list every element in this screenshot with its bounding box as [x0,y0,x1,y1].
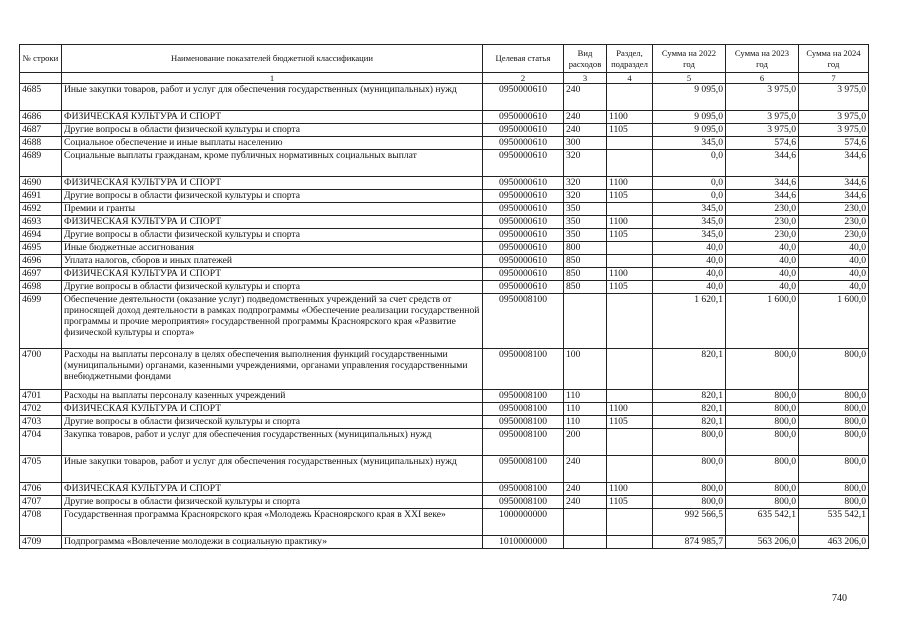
expense-type-cell: 110 [564,416,607,429]
column-number: 4 [607,73,653,84]
indicator-name-cell: Другие вопросы в области физической культуры и спорта [62,281,483,294]
sum-2022-cell: 9 095,0 [653,124,726,137]
row-number-cell: 4689 [20,150,62,177]
table-row [20,403,869,416]
section-cell [607,137,653,150]
row-number-cell: 4706 [20,483,62,496]
sum-2024-cell: 40,0 [799,281,869,294]
sum-2023-cell: 230,0 [726,216,799,229]
expense-type-cell [564,509,607,536]
sum-2022-cell: 40,0 [653,242,726,255]
table-row [20,390,869,403]
sum-2024-cell: 800,0 [799,349,869,390]
sum-2022-cell: 800,0 [653,456,726,483]
table-row [20,255,869,268]
expense-type-cell: 240 [564,111,607,124]
section-cell [607,349,653,390]
row-number-cell: 4709 [20,536,62,549]
sum-2022-cell: 820,1 [653,416,726,429]
target-article-cell: 0950008100 [483,429,564,456]
sum-2022-cell: 0,0 [653,150,726,177]
indicator-name-cell: ФИЗИЧЕСКАЯ КУЛЬТУРА И СПОРТ [62,483,483,496]
indicator-name-cell: Обеспечение деятельности (оказание услуг) подведомственных учреждений за счет средств от приносящей доход деятельности в рамках подпрограммы «Обеспечение реализации государственной программы и прочие мероприятия» государственной программы Красноярского края «Развитие физической культуры и спорта» [62,294,483,349]
expense-type-cell: 850 [564,255,607,268]
expense-type-cell: 240 [564,483,607,496]
table-header-row [20,45,869,73]
sum-2023-cell: 800,0 [726,416,799,429]
row-number-cell: 4696 [20,255,62,268]
indicator-name-cell: Другие вопросы в области физической культуры и спорта [62,229,483,242]
header-name: Наименование показателей бюджетной классификации [62,45,483,73]
target-article-cell: 0950000610 [483,229,564,242]
sum-2023-cell: 800,0 [726,483,799,496]
sum-2024-cell: 800,0 [799,496,869,509]
sum-2024-cell: 535 542,1 [799,509,869,536]
sum-2023-cell: 800,0 [726,456,799,483]
indicator-name-cell: Другие вопросы в области физической культуры и спорта [62,496,483,509]
section-cell: 1100 [607,216,653,229]
indicator-name-cell: ФИЗИЧЕСКАЯ КУЛЬТУРА И СПОРТ [62,216,483,229]
sum-2024-cell: 40,0 [799,268,869,281]
sum-2024-cell: 800,0 [799,403,869,416]
section-cell: 1100 [607,111,653,124]
sum-2024-cell: 800,0 [799,416,869,429]
table-body [20,84,869,549]
sum-2023-cell: 230,0 [726,229,799,242]
header-sum-2022: Сумма на 2022 год [653,45,726,73]
page-number: 740 [832,593,847,604]
indicator-name-cell: Премии и гранты [62,203,483,216]
sum-2022-cell: 40,0 [653,255,726,268]
indicator-name-cell: Социальное обеспечение и иные выплаты населению [62,137,483,150]
target-article-cell: 0950000610 [483,216,564,229]
target-article-cell: 0950008100 [483,456,564,483]
sum-2024-cell: 800,0 [799,483,869,496]
row-number-cell: 4686 [20,111,62,124]
column-number: 7 [799,73,869,84]
table-row [20,203,869,216]
expense-type-cell: 110 [564,390,607,403]
table-row [20,84,869,111]
section-cell [607,150,653,177]
row-number-cell: 4697 [20,268,62,281]
table-row [20,242,869,255]
target-article-cell: 0950000610 [483,255,564,268]
indicator-name-cell: Уплата налогов, сборов и иных платежей [62,255,483,268]
table-row [20,496,869,509]
sum-2022-cell: 800,0 [653,429,726,456]
indicator-name-cell: ФИЗИЧЕСКАЯ КУЛЬТУРА И СПОРТ [62,111,483,124]
sum-2022-cell: 345,0 [653,216,726,229]
section-cell: 1105 [607,229,653,242]
target-article-cell: 1010000000 [483,536,564,549]
row-number-cell: 4701 [20,390,62,403]
sum-2022-cell: 345,0 [653,137,726,150]
indicator-name-cell: Закупка товаров, работ и услуг для обеспечения государственных (муниципальных) нужд [62,429,483,456]
row-number-cell: 4691 [20,190,62,203]
sum-2022-cell: 0,0 [653,190,726,203]
sum-2023-cell: 800,0 [726,390,799,403]
column-number: 2 [483,73,564,84]
header-row-no: № строки [20,45,62,73]
column-number: 5 [653,73,726,84]
sum-2022-cell: 345,0 [653,203,726,216]
table-row [20,216,869,229]
header-sum-2024: Сумма на 2024 год [799,45,869,73]
sum-2023-cell: 3 975,0 [726,84,799,111]
sum-2023-cell: 635 542,1 [726,509,799,536]
row-number-cell: 4687 [20,124,62,137]
indicator-name-cell: Социальные выплаты гражданам, кроме публичных нормативных социальных выплат [62,150,483,177]
expense-type-cell: 240 [564,496,607,509]
sum-2023-cell: 40,0 [726,242,799,255]
table-row [20,536,869,549]
target-article-cell: 0950000610 [483,124,564,137]
sum-2022-cell: 800,0 [653,496,726,509]
sum-2022-cell: 0,0 [653,177,726,190]
table-row [20,349,869,390]
expense-type-cell: 800 [564,242,607,255]
table-row [20,281,869,294]
expense-type-cell [564,536,607,549]
sum-2024-cell: 344,6 [799,177,869,190]
sum-2024-cell: 800,0 [799,390,869,403]
table-row [20,429,869,456]
expense-type-cell: 100 [564,349,607,390]
sum-2024-cell: 230,0 [799,216,869,229]
section-cell: 1105 [607,416,653,429]
table-row [20,294,869,349]
sum-2022-cell: 345,0 [653,229,726,242]
table-row [20,190,869,203]
expense-type-cell: 850 [564,281,607,294]
column-number: 6 [726,73,799,84]
row-number-cell: 4688 [20,137,62,150]
sum-2024-cell: 230,0 [799,203,869,216]
header-sum-2023: Сумма на 2023 год [726,45,799,73]
indicator-name-cell: Государственная программа Красноярского края «Молодежь Красноярского края в XXI веке» [62,509,483,536]
sum-2022-cell: 992 566,5 [653,509,726,536]
indicator-name-cell: Иные закупки товаров, работ и услуг для обеспечения государственных (муниципальных) нужд [62,84,483,111]
sum-2023-cell: 344,6 [726,190,799,203]
target-article-cell: 0950008100 [483,416,564,429]
sum-2024-cell: 344,6 [799,150,869,177]
row-number-cell: 4685 [20,84,62,111]
target-article-cell: 0950000610 [483,242,564,255]
column-number: 3 [564,73,607,84]
target-article-cell: 0950000610 [483,177,564,190]
target-article-cell: 0950000610 [483,111,564,124]
sum-2024-cell: 3 975,0 [799,111,869,124]
indicator-name-cell: Подпрограмма «Вовлечение молодежи в социальную практику» [62,536,483,549]
sum-2023-cell: 3 975,0 [726,124,799,137]
row-number-cell: 4698 [20,281,62,294]
sum-2024-cell: 800,0 [799,429,869,456]
sum-2022-cell: 820,1 [653,403,726,416]
sum-2024-cell: 40,0 [799,255,869,268]
section-cell: 1105 [607,124,653,137]
header-code: Целевая статья [483,45,564,73]
section-cell [607,255,653,268]
indicator-name-cell: ФИЗИЧЕСКАЯ КУЛЬТУРА И СПОРТ [62,268,483,281]
row-number-cell: 4700 [20,349,62,390]
expense-type-cell: 850 [564,268,607,281]
target-article-cell: 0950000610 [483,150,564,177]
budget-table [19,44,869,549]
sum-2023-cell: 344,6 [726,150,799,177]
expense-type-cell: 320 [564,190,607,203]
expense-type-cell: 240 [564,124,607,137]
sum-2023-cell: 40,0 [726,255,799,268]
sum-2023-cell: 3 975,0 [726,111,799,124]
row-number-cell: 4707 [20,496,62,509]
sum-2023-cell: 40,0 [726,268,799,281]
column-number-row [20,73,869,84]
section-cell [607,242,653,255]
indicator-name-cell: Другие вопросы в области физической культуры и спорта [62,416,483,429]
indicator-name-cell: ФИЗИЧЕСКАЯ КУЛЬТУРА И СПОРТ [62,177,483,190]
sum-2023-cell: 230,0 [726,203,799,216]
expense-type-cell: 350 [564,216,607,229]
expense-type-cell: 240 [564,84,607,111]
section-cell [607,203,653,216]
table-row [20,483,869,496]
row-number-cell: 4699 [20,294,62,349]
sum-2024-cell: 230,0 [799,229,869,242]
table-row [20,111,869,124]
sum-2023-cell: 800,0 [726,403,799,416]
target-article-cell: 0950008100 [483,349,564,390]
sum-2023-cell: 1 600,0 [726,294,799,349]
expense-type-cell: 320 [564,150,607,177]
target-article-cell: 0950000610 [483,137,564,150]
section-cell [607,429,653,456]
table-row [20,509,869,536]
indicator-name-cell: Расходы на выплаты персоналу казенных учреждений [62,390,483,403]
section-cell [607,390,653,403]
target-article-cell: 0950008100 [483,403,564,416]
target-article-cell: 0950008100 [483,390,564,403]
expense-type-cell [564,294,607,349]
section-cell [607,456,653,483]
sum-2022-cell: 1 620,1 [653,294,726,349]
indicator-name-cell: ФИЗИЧЕСКАЯ КУЛЬТУРА И СПОРТ [62,403,483,416]
sum-2022-cell: 40,0 [653,268,726,281]
section-cell: 1100 [607,403,653,416]
header-razdel: Раздел, подраздел [607,45,653,73]
section-cell: 1100 [607,483,653,496]
sum-2022-cell: 9 095,0 [653,111,726,124]
expense-type-cell: 110 [564,403,607,416]
row-number-cell: 4694 [20,229,62,242]
sum-2024-cell: 800,0 [799,456,869,483]
table-row [20,268,869,281]
table-row [20,416,869,429]
row-number-cell: 4708 [20,509,62,536]
sum-2024-cell: 463 206,0 [799,536,869,549]
target-article-cell: 0950008100 [483,483,564,496]
row-number-cell: 4704 [20,429,62,456]
header-vid: Вид расходов [564,45,607,73]
sum-2022-cell: 800,0 [653,483,726,496]
expense-type-cell: 200 [564,429,607,456]
section-cell [607,84,653,111]
row-number-cell: 4690 [20,177,62,190]
target-article-cell: 0950008100 [483,496,564,509]
sum-2023-cell: 800,0 [726,349,799,390]
indicator-name-cell: Другие вопросы в области физической культуры и спорта [62,124,483,137]
section-cell [607,509,653,536]
table-row [20,124,869,137]
indicator-name-cell: Расходы на выплаты персоналу в целях обеспечения выполнения функций государственными (муниципальными) органами, казенными учреждениями, органами управления государственными внебюджетными фондами [62,349,483,390]
sum-2023-cell: 574,6 [726,137,799,150]
section-cell: 1105 [607,496,653,509]
row-number-cell: 4702 [20,403,62,416]
column-number [20,73,62,84]
table-row [20,137,869,150]
row-number-cell: 4695 [20,242,62,255]
sum-2022-cell: 820,1 [653,349,726,390]
section-cell: 1105 [607,190,653,203]
expense-type-cell: 300 [564,137,607,150]
sum-2024-cell: 344,6 [799,190,869,203]
section-cell: 1100 [607,268,653,281]
expense-type-cell: 240 [564,456,607,483]
target-article-cell: 0950000610 [483,268,564,281]
sum-2024-cell: 3 975,0 [799,84,869,111]
sum-2024-cell: 40,0 [799,242,869,255]
table-row [20,456,869,483]
expense-type-cell: 350 [564,229,607,242]
row-number-cell: 4693 [20,216,62,229]
sum-2023-cell: 40,0 [726,281,799,294]
table-row [20,229,869,242]
sum-2023-cell: 800,0 [726,496,799,509]
target-article-cell: 0950000610 [483,281,564,294]
target-article-cell: 0950000610 [483,84,564,111]
target-article-cell: 0950000610 [483,190,564,203]
sum-2024-cell: 3 975,0 [799,124,869,137]
table-row [20,177,869,190]
sum-2022-cell: 874 985,7 [653,536,726,549]
target-article-cell: 0950008100 [483,294,564,349]
section-cell: 1105 [607,281,653,294]
indicator-name-cell: Другие вопросы в области физической культуры и спорта [62,190,483,203]
sum-2022-cell: 9 095,0 [653,84,726,111]
indicator-name-cell: Иные бюджетные ассигнования [62,242,483,255]
target-article-cell: 0950000610 [483,203,564,216]
sum-2024-cell: 574,6 [799,137,869,150]
sum-2023-cell: 344,6 [726,177,799,190]
row-number-cell: 4692 [20,203,62,216]
sum-2022-cell: 40,0 [653,281,726,294]
table-row [20,150,869,177]
expense-type-cell: 320 [564,177,607,190]
expense-type-cell: 350 [564,203,607,216]
row-number-cell: 4705 [20,456,62,483]
sum-2023-cell: 800,0 [726,429,799,456]
sum-2023-cell: 563 206,0 [726,536,799,549]
target-article-cell: 1000000000 [483,509,564,536]
sum-2024-cell: 1 600,0 [799,294,869,349]
section-cell [607,536,653,549]
section-cell: 1100 [607,177,653,190]
section-cell [607,294,653,349]
column-number: 1 [62,73,483,84]
row-number-cell: 4703 [20,416,62,429]
indicator-name-cell: Иные закупки товаров, работ и услуг для обеспечения государственных (муниципальных) нужд [62,456,483,483]
sum-2022-cell: 820,1 [653,390,726,403]
